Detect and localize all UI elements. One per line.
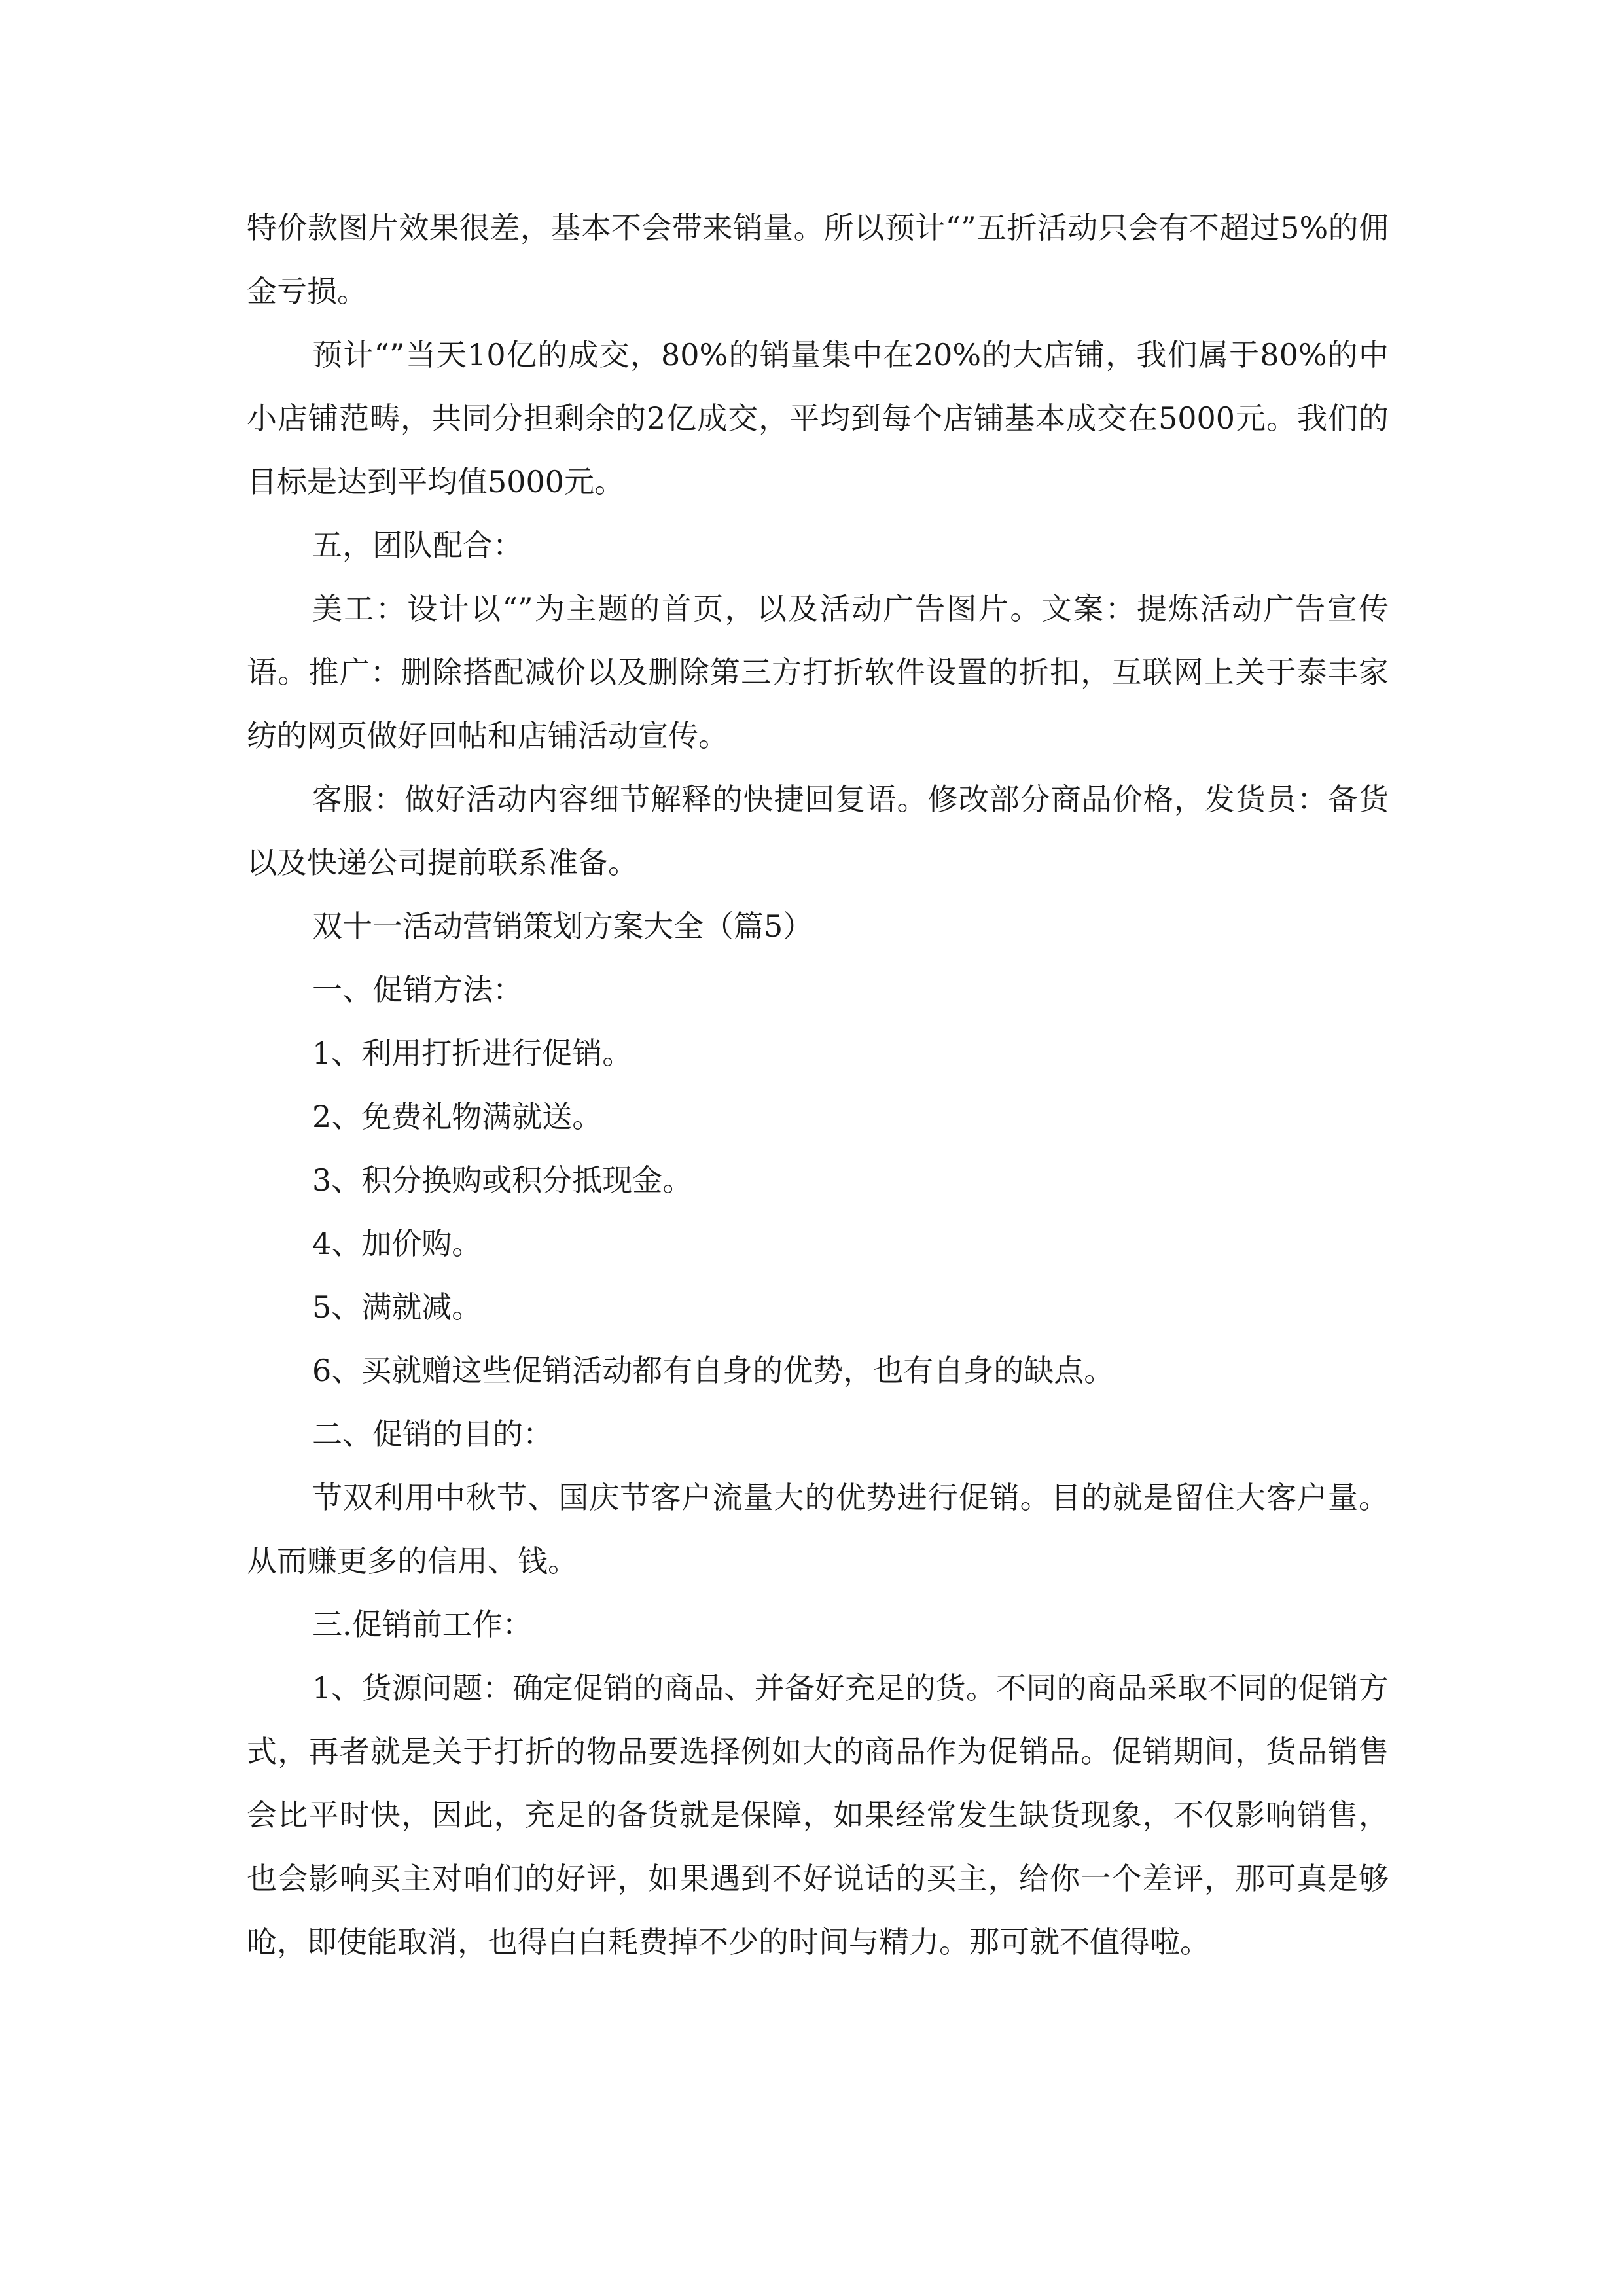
document-page <box>247 196 1389 1974</box>
article-title-part5: 双十一活动营销策划方案大全（篇5） <box>312 908 813 944</box>
paragraph-purpose: 节双利用中秋节、国庆节客户流量大的优势进行促销。目的就是留住大客户量。从而赚更多的信用、钱。 <box>247 1480 1389 1579</box>
section-heading-team: 五，团队配合： <box>312 528 523 563</box>
list-item: 6、买就赠这些促销活动都有自身的优势，也有自身的缺点。 <box>312 1353 1115 1388</box>
paragraph-2: 预计“”当天10亿的成交，80%的销量集中在20%的大店铺，我们属于80%的中小店铺范畴，共同分担剩余的2亿成交，平均到每个店铺基本成交在5000元。我们的目标是达到平均值5000元。 <box>247 337 1389 499</box>
section-heading-prework: 三.促销前工作： <box>312 1607 533 1642</box>
list-item: 5、满就减。 <box>312 1289 482 1325</box>
list-item: 4、加价购。 <box>312 1226 482 1261</box>
paragraph-supply: 1、货源问题：确定促销的商品、并备好充足的货。不同的商品采取不同的促销方式，再者就是关于打折的物品要选择例如大的商品作为促销品。促销期间，货品销售会比平时快，因此，充足的备货就是保障，如果经常发生缺货现象，不仅影响销售，也会影响买主对咱们的好评，如果遇到不好说话的买主，给你一个差评，那可真是够呛，即使能取消，也得白白耗费掉不少的时间与精力。那可就不值得啦。 <box>247 1670 1389 1960</box>
section-heading-methods: 一、促销方法： <box>312 972 523 1007</box>
list-item: 3、积分换购或积分抵现金。 <box>312 1162 693 1198</box>
paragraph-1: 特价款图片效果很差，基本不会带来销量。所以预计“”五折活动只会有不超过5%的佣金亏损。 <box>247 210 1389 309</box>
paragraph-service: 客服：做好活动内容细节解释的快捷回复语。修改部分商品价格，发货员：备货以及快递公司提前联系准备。 <box>247 781 1389 880</box>
paragraph-design: 美工：设计以“”为主题的首页，以及活动广告图片。文案：提炼活动广告宣传语。推广：删除搭配减价以及删除第三方打折软件设置的折扣，互联网上关于泰丰家纺的网页做好回帖和店铺活动宣传。 <box>247 591 1389 753</box>
section-heading-purpose: 二、促销的目的： <box>312 1416 553 1452</box>
list-item: 2、免费礼物满就送。 <box>312 1099 603 1134</box>
list-item: 1、利用打折进行促销。 <box>312 1035 633 1071</box>
